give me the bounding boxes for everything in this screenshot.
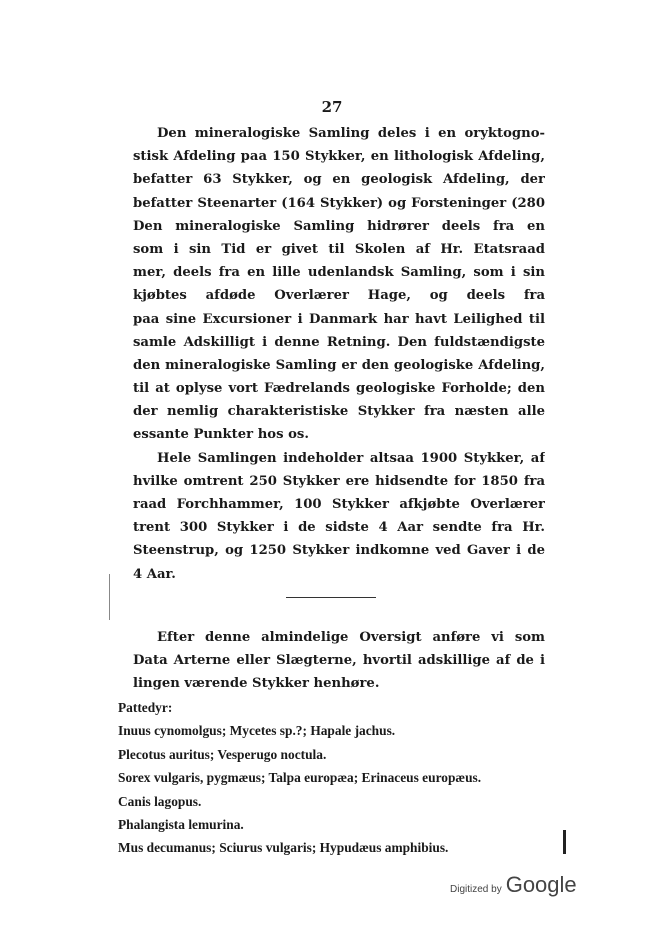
text-line: som i sin Tid er givet til Skolen af Hr. Etatsraad (133, 241, 545, 257)
margin-mark (109, 574, 110, 620)
text-line: samle Adskilligt i denne Retning. Den fuldstændigste (133, 334, 545, 350)
species-line: Inuus cynomolgus; Mycetes sp.?; Hapale jachus. (118, 723, 396, 739)
text-line: der nemlig charakteristiske Stykker fra næsten alle (133, 404, 545, 420)
text-line: essante Punkter hos os. (133, 427, 309, 443)
text-line: paa sine Excursioner i Danmark har havt Leilighed til (133, 311, 545, 327)
text-line: befatter 63 Stykker, og en geologisk Afdeling, der (133, 172, 545, 188)
species-line: Plecotus auritus; Vesperugo noctula. (118, 746, 327, 762)
species-line: Mus decumanus; Sciurus vulgaris; Hypudæus amphibius. (118, 840, 449, 856)
section-divider (286, 597, 376, 598)
margin-mark (563, 830, 566, 854)
text-line: Steenstrup, og 1250 Stykker indkomne ved Gaver i de (133, 543, 545, 559)
text-line: mer, deels fra en lille udenlandsk Samling, som i sin (133, 265, 545, 281)
text-line: lingen værende Stykker henhøre. (133, 676, 380, 692)
paragraph-overview (133, 626, 545, 696)
species-list (118, 696, 578, 860)
watermark-prefix: Digitized by (450, 884, 502, 895)
text-line: Den mineralogiske Samling deles i en oryktogno- (157, 126, 545, 141)
species-heading: Pattedyr: (118, 700, 173, 715)
species-line: Sorex vulgaris, pygmæus; Talpa europæa; Erinaceus europæus. (118, 770, 482, 786)
paragraph-mineral-collection (133, 122, 545, 586)
text-line: Efter denne almindelige Oversigt anføre vi som (157, 630, 545, 645)
text-line: Den mineralogiske Samling hidrører deels fra en (133, 218, 545, 234)
text-line: trent 300 Stykker i de sidste 4 Aar sendte fra Hr. (133, 520, 545, 536)
species-line: Phalangista lemurina. (118, 817, 244, 833)
text-line: kjøbtes afdøde Overlærer Hage, og deels fra (133, 288, 545, 304)
text-line: befatter Steenarter (164 Stykker) og Forsteninger (280 (133, 195, 545, 211)
text-line: raad Forchhammer, 100 Stykker afkjøbte Overlærer (133, 497, 545, 513)
google-logo: Google (505, 872, 577, 897)
text-line: 4 Aar. (133, 566, 176, 582)
text-line: hvilke omtrent 250 Stykker ere hidsendte for 1850 fra (133, 473, 545, 489)
text-line: til at oplyse vort Fædrelands geologiske Forholde; den (133, 381, 545, 397)
page-number: 27 (321, 98, 343, 116)
text-line: Data Arterne eller Slægterne, hvortil adskillige af de i (133, 653, 545, 669)
species-line: Canis lagopus. (118, 793, 202, 809)
text-line: stisk Afdeling paa 150 Stykker, en lithologisk Afdeling, (133, 149, 545, 165)
text-line: Hele Samlingen indeholder altsaa 1900 Stykker, af (157, 450, 545, 466)
digitized-watermark (450, 872, 577, 898)
text-line: den mineralogiske Samling er den geologiske Afdeling, (133, 357, 545, 373)
